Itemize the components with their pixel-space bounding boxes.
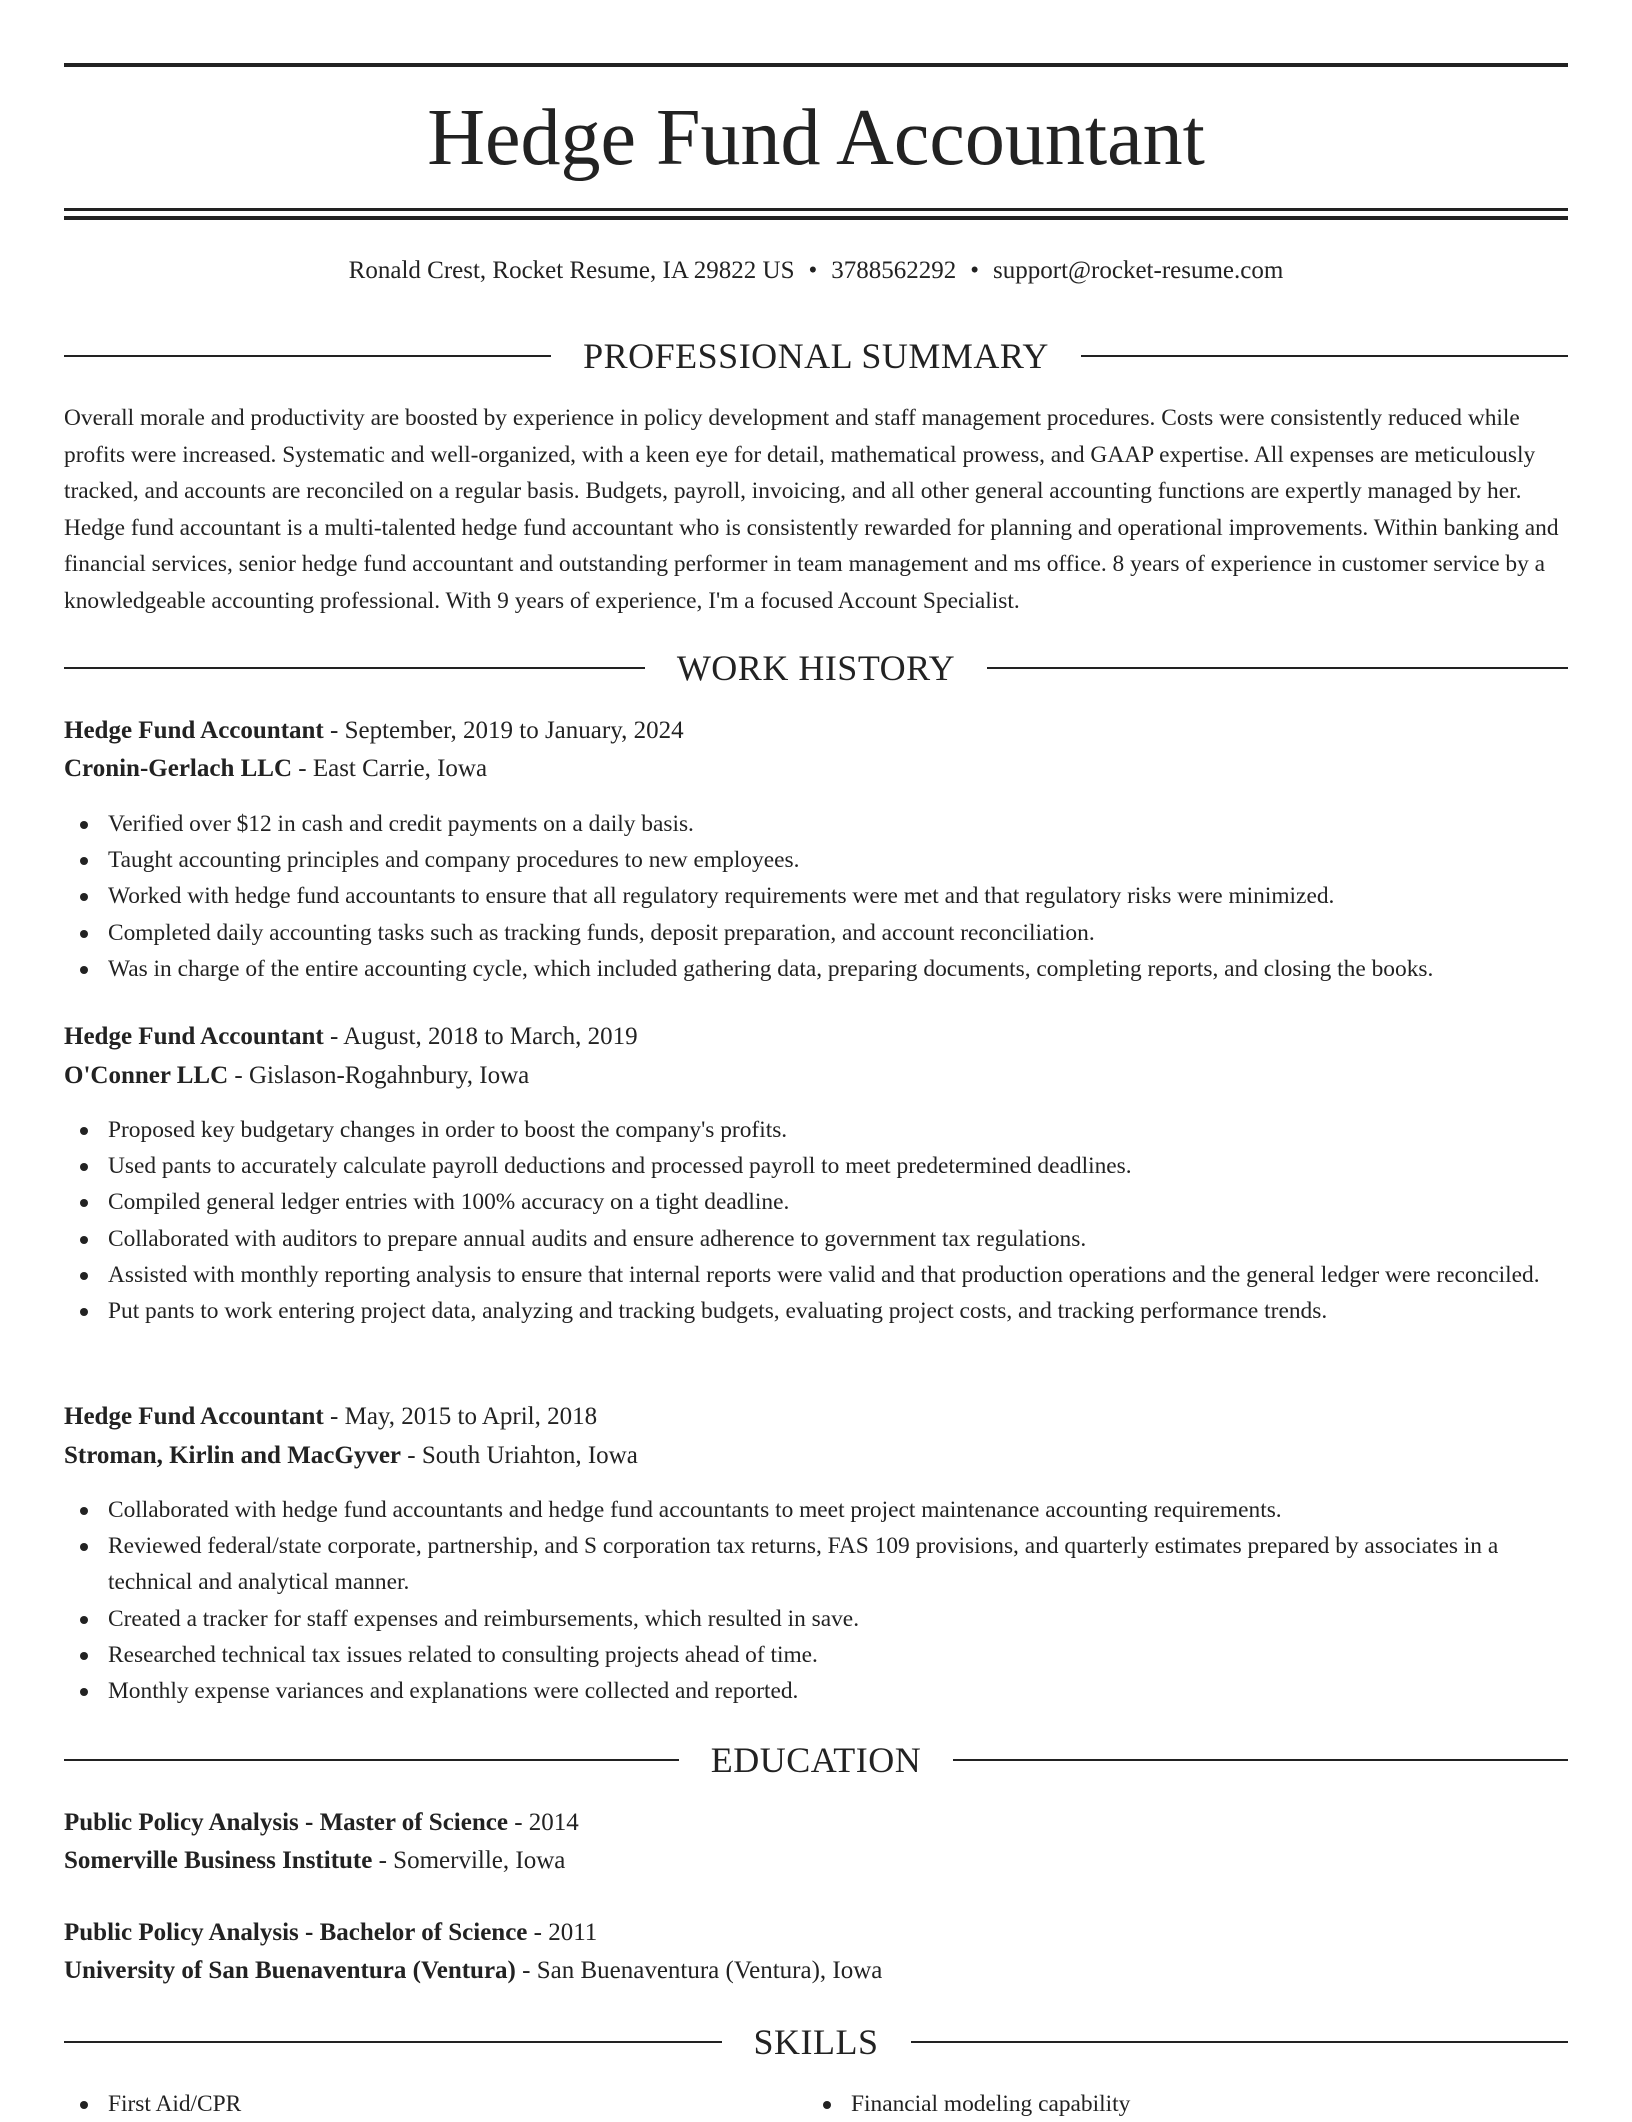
job-company-line: [64, 1438, 1568, 1474]
section-title: WORK HISTORY: [676, 648, 956, 688]
education-school: Somerville Business Institute: [64, 1847, 373, 1874]
heading-rule-left: [64, 355, 551, 357]
list-item: Reviewed federal/state corporate, partnership, and S corporation tax returns, FAS 109 provisions, and quarterly estimates prepared by associates in a technical and analytical manner.: [64, 1528, 1568, 1600]
skill-item: Financial modeling capability: [807, 2086, 1130, 2122]
summary-text: Overall morale and productivity are boosted by experience in policy development and staff management procedures. Costs were consistently reduced while profits were increased. Systematic and well-organized, with a keen eye for detail, mathematical prowess, and GAAP expertise. All expenses are meticulously tracked, and accounts are reconciled on a regular basis. Budgets, payroll, invoicing, and all other general accounting functions are expertly managed by her. Hedge fund accountant is a multi-talented hedge fund accountant who is consistently rewarded for planning and operational improvements. Within banking and financial services, senior hedge fund accountant and outstanding performer in team management and ms office. 8 years of experience in customer service by a knowledgeable accounting professional. With 9 years of experience, I'm a focused Account Specialist.: [64, 405, 1559, 614]
job-title: Hedge Fund Accountant: [64, 717, 324, 744]
contact-address: Ronald Crest, Rocket Resume, IA 29822 US: [348, 257, 795, 284]
job-dates: - August, 2018 to March, 2019: [323, 1023, 638, 1050]
list-item: Monthly expense variances and explanations were collected and reported.: [64, 1673, 1568, 1709]
section-title: SKILLS: [753, 2022, 879, 2062]
job-company: Stroman, Kirlin and MacGyver: [64, 1442, 402, 1469]
job-location: - Gislason-Rogahnbury, Iowa: [228, 1062, 530, 1089]
section-title: PROFESSIONAL SUMMARY: [583, 336, 1049, 376]
list-item: Collaborated with auditors to prepare annual audits and ensure adherence to government tax regulations.: [64, 1221, 1568, 1257]
job-title: Hedge Fund Accountant: [64, 1403, 324, 1430]
education-degree-line: [64, 1805, 1568, 1841]
heading-rule-right: [911, 2041, 1569, 2043]
job-dates: - May, 2015 to April, 2018: [323, 1403, 598, 1430]
section-heading-skills: [64, 2020, 1568, 2064]
job-location: - East Carrie, Iowa: [292, 755, 488, 782]
job-company: O'Conner LLC: [64, 1062, 229, 1089]
heading-rule-right: [987, 667, 1568, 669]
job-company-line: [64, 1058, 1568, 1094]
list-item: Collaborated with hedge fund accountants and hedge fund accountants to meet project maintenance accounting requirements.: [64, 1492, 1568, 1528]
education-location: - Somerville, Iowa: [372, 1847, 566, 1874]
list-item: Put pants to work entering project data, analyzing and tracking budgets, evaluating project costs, and tracking performance trends.: [64, 1293, 1568, 1329]
section-heading-education: [64, 1738, 1568, 1782]
title-rule-lower: [64, 216, 1568, 220]
education-degree: Public Policy Analysis - Bachelor of Science: [64, 1919, 528, 1946]
education-degree: Public Policy Analysis - Master of Science: [64, 1809, 508, 1836]
job-title-line: [64, 1399, 1568, 1435]
heading-rule-left: [64, 2041, 722, 2043]
resume-title: Hedge Fund Accountant: [427, 94, 1205, 182]
contact-separator: •: [970, 257, 980, 284]
job-title-line: [64, 1019, 1568, 1055]
list-item: Verified over $12 in cash and credit payments on a daily basis.: [64, 806, 1568, 842]
job-company: Cronin-Gerlach LLC: [64, 755, 293, 782]
list-item: Compiled general ledger entries with 100% accuracy on a tight deadline.: [64, 1184, 1568, 1220]
contact-phone: 3788562292: [831, 257, 957, 284]
job-bullets: [64, 806, 1568, 987]
job-bullets: [64, 1112, 1568, 1329]
list-item: Taught accounting principles and company procedures to new employees.: [64, 842, 1568, 878]
list-item: Was in charge of the entire accounting cycle, which included gathering data, preparing documents, completing reports, and closing the books.: [64, 951, 1568, 987]
list-item: Used pants to accurately calculate payroll deductions and processed payroll to meet predetermined deadlines.: [64, 1148, 1568, 1184]
title-rule-upper: [64, 208, 1568, 211]
job-bullets: [64, 1492, 1568, 1709]
list-item: Completed daily accounting tasks such as tracking funds, deposit preparation, and account reconciliation.: [64, 915, 1568, 951]
job-location: - South Uriahton, Iowa: [401, 1442, 638, 1469]
education-year: - 2014: [507, 1809, 579, 1836]
education-school-line: [64, 1843, 1568, 1879]
education-degree-line: [64, 1915, 1568, 1951]
section-heading-summary: [64, 334, 1568, 378]
list-item: Researched technical tax issues related to consulting projects ahead of time.: [64, 1637, 1568, 1673]
heading-rule-right: [1081, 355, 1568, 357]
list-item: Assisted with monthly reporting analysis to ensure that internal reports were valid and that production operations and the general ledger were reconciled.: [64, 1257, 1568, 1293]
job-title: Hedge Fund Accountant: [64, 1023, 324, 1050]
education-school-line: [64, 1953, 1568, 1989]
education-location: - San Buenaventura (Ventura), Iowa: [515, 1957, 883, 1984]
list-item: Created a tracker for staff expenses and reimbursements, which resulted in save.: [64, 1601, 1568, 1637]
top-rule: [64, 63, 1568, 67]
list-item: Worked with hedge fund accountants to ensure that all regulatory requirements were met and that regulatory risks were minimized.: [64, 878, 1568, 914]
heading-rule-right: [953, 1759, 1568, 1761]
contact-line: [64, 254, 1568, 288]
contact-email: support@rocket-resume.com: [993, 257, 1284, 284]
heading-rule-left: [64, 667, 645, 669]
list-item: Proposed key budgetary changes in order to boost the company's profits.: [64, 1112, 1568, 1148]
section-heading-work-history: [64, 646, 1568, 690]
skills-list-left: [64, 2086, 241, 2122]
contact-separator: •: [808, 257, 818, 284]
education-school: University of San Buenaventura (Ventura): [64, 1957, 516, 1984]
section-title: EDUCATION: [710, 1740, 922, 1780]
skills-list-right: [807, 2086, 1130, 2122]
heading-rule-left: [64, 1759, 679, 1761]
job-company-line: [64, 751, 1568, 787]
education-year: - 2011: [527, 1919, 598, 1946]
job-title-line: [64, 713, 1568, 749]
skill-item: First Aid/CPR: [64, 2086, 241, 2122]
job-dates: - September, 2019 to January, 2024: [323, 717, 684, 744]
